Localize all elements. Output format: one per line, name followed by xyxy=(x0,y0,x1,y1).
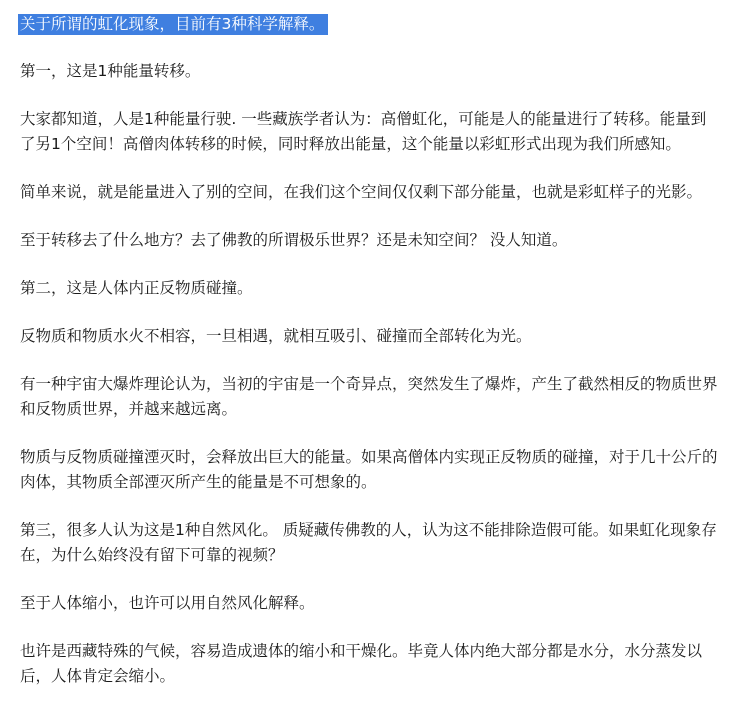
paragraph-8: 物质与反物质碰撞湮灭时，会释放出巨大的能量。如果高僧体内实现正反物质的碰撞，对于几十公斤的肉体，其物质全部湮灭所产生的能量是不可想象的。 xyxy=(20,448,718,491)
article-body xyxy=(20,12,720,712)
paragraph-11: 也许是西藏特殊的气候，容易造成遗体的缩小和干燥化。毕竟人体内绝大部分都是水分，水分蒸发以后，人体肯定会缩小。 xyxy=(20,642,703,685)
paragraph-5: 第二，这是人体内正反物质碰撞。 xyxy=(20,279,253,297)
paragraph-3: 简单来说，就是能量进入了别的空间，在我们这个空间仅仅剩下部分能量，也就是彩虹样子的光影。 xyxy=(20,183,703,201)
paragraph-4: 至于转移去了什么地方？去了佛教的所谓极乐世界？还是未知空间？ 没人知道。 xyxy=(20,231,568,249)
paragraph-2: 大家都知道，人是1种能量行驶. 一些藏族学者认为：高僧虹化，可能是人的能量进行了转移。能量到了另1个空间！高僧肉体转移的时候，同时释放出能量，这个能量以彩虹形式出现为我们所感知。 xyxy=(20,110,707,153)
paragraph-10: 至于人体缩小，也许可以用自然风化解释。 xyxy=(20,594,315,612)
paragraph-6: 反物质和物质水火不相容，一旦相遇，就相互吸引、碰撞而全部转化为光。 xyxy=(20,327,532,345)
article-title-line xyxy=(20,12,720,37)
paragraph-9: 第三，很多人认为这是1种自然风化。 质疑藏传佛教的人，认为这不能排除造假可能。如果虹化现象存在，为什么始终没有留下可靠的视频？ xyxy=(20,521,717,564)
article-title-selected-text[interactable]: 关于所谓的虹化现象，目前有3种科学解释。 xyxy=(18,14,328,35)
paragraph-1: 第一，这是1种能量转移。 xyxy=(20,62,201,80)
paragraph-7: 有一种宇宙大爆炸理论认为，当初的宇宙是一个奇异点，突然发生了爆炸，产生了截然相反的物质世界和反物质世界，并越来越远离。 xyxy=(20,375,718,418)
